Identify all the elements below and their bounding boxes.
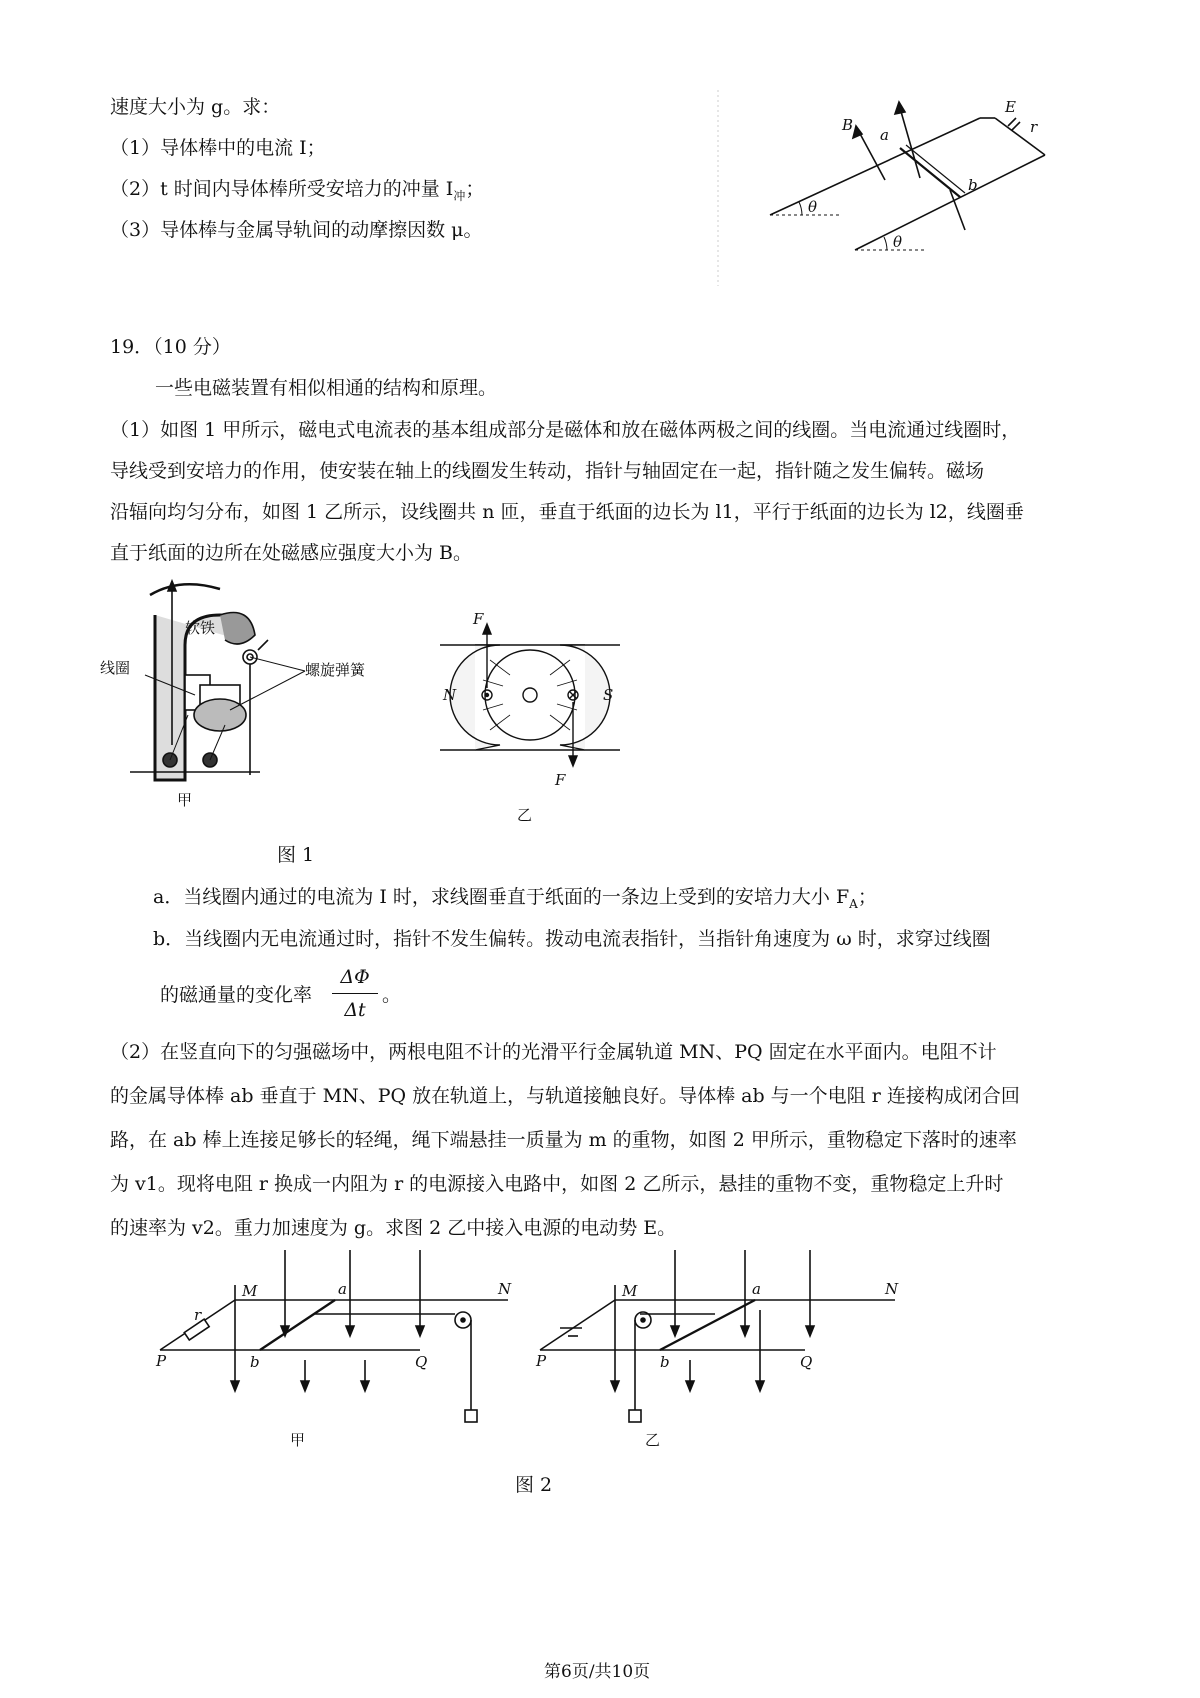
label-Q: Q [415,1353,428,1371]
q18-text-line: 速度大小为 g。求： [110,96,281,118]
label-a: a [880,126,889,144]
label-b: b [660,1353,670,1371]
fraction-period: 。 [382,984,402,1006]
q19-part-a: a．当线圈内通过的电流为 I 时，求线圈垂直于纸面的一条边上受到的安培力大小 $F_A$； [153,886,877,911]
label-F-bottom: F [555,771,566,789]
q19-p2-line: 路，在 ab 棒上连接足够长的轻绳，绳下端悬挂一质量为 m 的重物，如图 2 甲所示，重物稳定下落时的速率 [110,1129,1017,1151]
label-E: E [1005,98,1016,116]
label-M: M [242,1282,258,1300]
q18-item-2: （2）t 时间内导体棒所受安培力的冲量 $I_冲$； [110,178,485,203]
label-N: N [498,1280,512,1298]
label-N: N [443,686,457,704]
label-M: M [622,1282,638,1300]
label-soft-iron: 软铁 [185,619,216,637]
q19-part-b: b．当线圈内无电流通过时，指针不发生偏转。拨动电流表指针，当指针角速度为 ω 时，求穿过线圈 [153,928,991,950]
label-F-top: F [473,610,484,628]
fraction-numerator: ΔΦ [340,966,370,988]
label-theta-2: θ [893,233,903,251]
label-P: P [156,1352,167,1370]
page-footer: 第6页/共10页 [544,1662,651,1682]
q19-p1-line: 直于纸面的边所在处磁感应强度大小为 B。 [110,542,473,564]
galvanometer-figure [100,575,366,830]
q19-p1-line: 沿辐向均匀分布，如图 1 乙所示，设线圈共 n 匝，垂直于纸面的边长为 l1，平行于纸面的边长为 l2，线圈垂 [110,501,1024,523]
q18-inclined-rails-figure [760,90,1070,265]
label-P: P [536,1352,547,1370]
label-jia: 甲 [177,791,193,809]
label-a: a [338,1280,347,1298]
label-r: r [1030,118,1038,136]
label-S: S [603,686,614,704]
q19-p1-line: （1）如图 1 甲所示，磁电式电流表的基本组成部分是磁体和放在磁体两极之间的线圈。当电流通过线圈时， [110,419,1021,441]
label-spiral-spring: 螺旋弹簧 [305,661,366,679]
q19-intro: 一些电磁装置有相似相通的结构和原理。 [155,377,498,399]
label-theta-1: θ [808,198,818,216]
fraction-denominator: Δt [344,999,366,1021]
q18-item-3: （3）导体棒与金属导轨间的动摩擦因数 μ。 [110,219,483,241]
q18-item-1: （1）导体棒中的电流 I； [110,137,326,159]
q19-p2-line: 为 v1。现将电阻 r 换成一内阻为 r 的电源接入电路中，如图 2 乙所示，悬挂的重物不变，重物稳定上升时 [110,1173,1004,1195]
q19-part-b-line2: 的磁通量的变化率 [160,984,313,1006]
label-r: r [194,1306,202,1324]
dotted-frame [690,88,720,288]
label-coil: 线圈 [100,659,131,677]
label-b: b [250,1353,260,1371]
label-N: N [885,1280,899,1298]
label-jia: 甲 [290,1431,306,1449]
fraction-bar [332,993,378,994]
fig1-caption: 图 1 [277,844,315,866]
q19-p2-line: 的金属导体棒 ab 垂直于 MN、PQ 放在轨道上，与轨道接触良好。导体棒 ab 与一个电阻 r 连接构成闭合回 [110,1085,1020,1107]
rail-circuit-yi-figure [530,1250,920,1450]
radial-field-figure [435,610,625,830]
label-b: b [968,176,978,194]
label-a: a [752,1280,761,1298]
q19-p2-line: 的速率为 v2。重力加速度为 g。求图 2 乙中接入电源的电动势 E。 [110,1217,677,1239]
label-yi: 乙 [517,806,533,824]
label-Q: Q [800,1353,813,1371]
flux-rate-fraction [332,965,378,1022]
q19-p2-line: （2）在竖直向下的匀强磁场中，两根电阻不计的光滑平行金属轨道 MN、PQ 固定在水平面内。电阻不计 [110,1041,997,1063]
q19-header: 19．（10 分） [110,336,231,358]
q19-p1-line: 导线受到安培力的作用，使安装在轴上的线圈发生转动，指针与轴固定在一起，指针随之发生偏转。磁场 [110,460,985,482]
label-yi: 乙 [645,1431,661,1449]
label-B: B [842,116,854,134]
rail-circuit-jia-figure [150,1250,525,1450]
fig2-caption: 图 2 [515,1474,553,1496]
